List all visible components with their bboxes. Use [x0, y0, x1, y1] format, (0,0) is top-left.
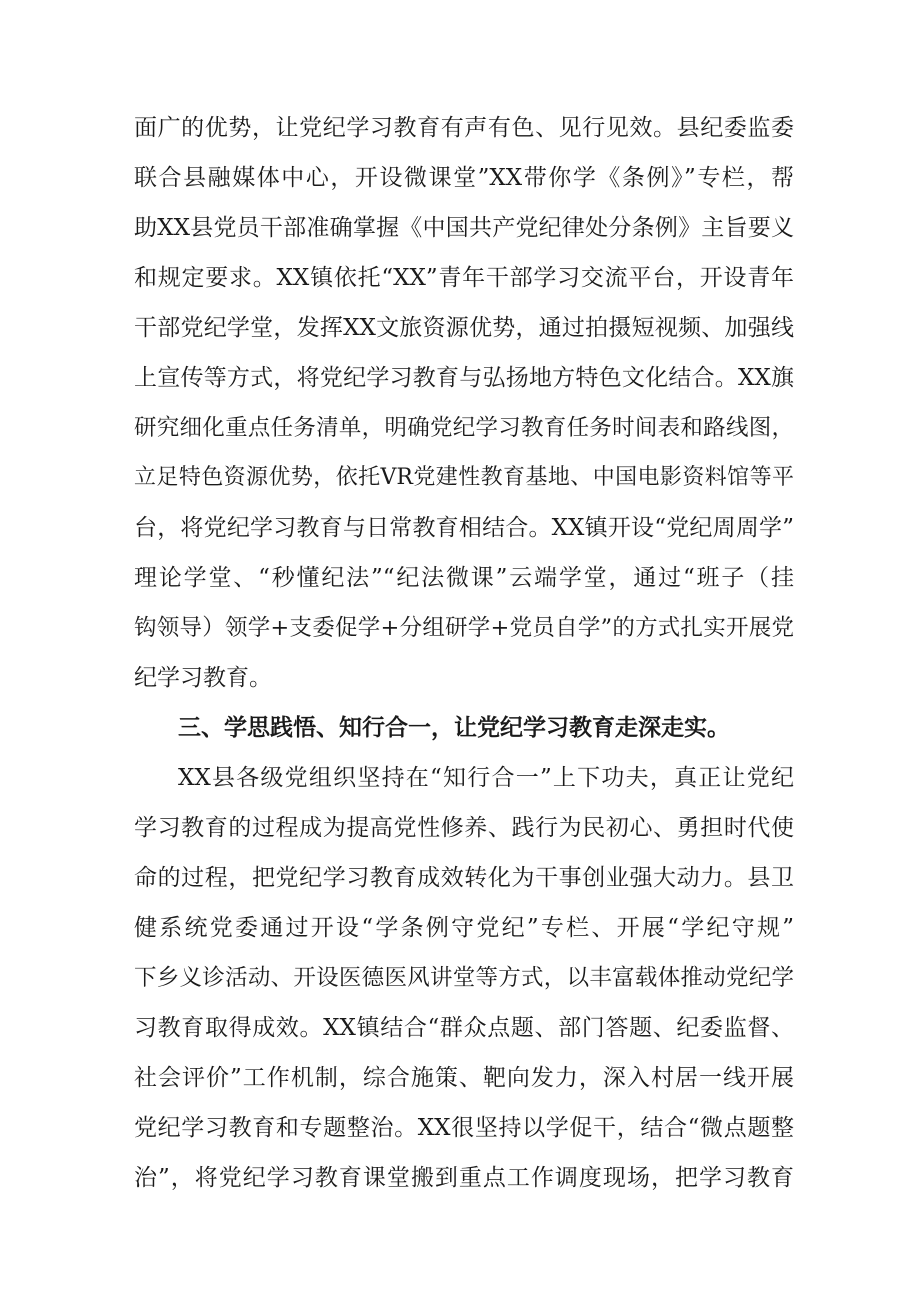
text-line: 纪学习教育。 — [134, 665, 272, 691]
text-line: 和规定要求。XX镇依托“XX”青年干部学习交流平台，开设青年 — [134, 265, 794, 291]
text-line: XX县各级党组织坚持在“知行合一”上下功夫，真正让党纪 — [178, 765, 794, 791]
text-line: 上宣传等方式，将党纪学习教育与弘扬地方特色文化结合。XX旗 — [134, 365, 794, 391]
text-line: 助XX县党员干部准确掌握《中国共产党纪律处分条例》主旨要义 — [134, 215, 794, 241]
text-line: 治”，将党纪学习教育课堂搬到重点工作调度现场，把学习教育 — [134, 1165, 794, 1191]
text-line: 台，将党纪学习教育与日常教育相结合。XX镇开设“党纪周周学” — [134, 515, 794, 541]
text-line: 学习教育的过程成为提高党性修养、践行为民初心、勇担时代使 — [134, 815, 794, 841]
section-heading: 三、学思践悟、知行合一，让党纪学习教育走深走实。 — [178, 715, 730, 741]
text-line: 下乡义诊活动、开设医德医风讲堂等方式，以丰富载体推动党纪学 — [134, 965, 794, 991]
text-line: 党纪学习教育和专题整治。XX很坚持以学促干，结合“微点题整 — [134, 1115, 794, 1141]
text-line: 干部党纪学堂，发挥XX文旅资源优势，通过拍摄短视频、加强线 — [134, 315, 794, 341]
text-line: 钩领导）领学+支委促学+分组研学+党员自学”的方式扎实开展党 — [134, 615, 794, 641]
text-line: 习教育取得成效。XX镇结合“群众点题、部门答题、纪委监督、 — [134, 1015, 794, 1041]
text-line: 健系统党委通过开设“学条例守党纪”专栏、开展“学纪守规” — [134, 915, 794, 941]
text-line: 命的过程，把党纪学习教育成效转化为干事创业强大动力。县卫 — [134, 865, 794, 891]
text-line: 研究细化重点任务清单，明确党纪学习教育任务时间表和路线图， — [134, 415, 794, 441]
text-line: 社会评价”工作机制，综合施策、靶向发力，深入村居一线开展 — [134, 1065, 794, 1091]
text-line: 联合县融媒体中心，开设微课堂”XX带你学《条例》”专栏，帮 — [134, 165, 794, 191]
text-line: 面广的优势，让党纪学习教育有声有色、见行见效。县纪委监委 — [134, 115, 794, 141]
text-line: 立足特色资源优势，依托VR党建性教育基地、中国电影资料馆等平 — [134, 465, 794, 490]
text-line: 理论学堂、“秒懂纪法”“纪法微课”云端学堂，通过“班子（挂 — [134, 565, 794, 591]
